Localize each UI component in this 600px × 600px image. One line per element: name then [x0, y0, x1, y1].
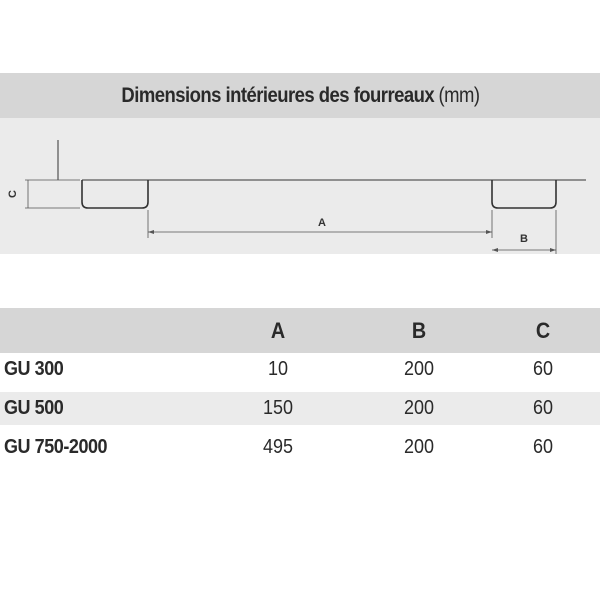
cell-b: 200 — [403, 397, 435, 419]
a-arrow-left — [148, 230, 154, 234]
diagram-svg — [0, 118, 600, 254]
left-pocket — [82, 180, 148, 208]
table-row — [0, 431, 600, 464]
label-b: B — [520, 233, 528, 245]
cell-b: 200 — [403, 358, 435, 380]
cell-a: 150 — [262, 397, 294, 419]
cell-c: 60 — [532, 397, 554, 419]
title-bar — [0, 73, 600, 118]
table-header — [0, 308, 600, 353]
column-header-a: A — [270, 317, 286, 343]
b-arrow-right — [550, 248, 556, 252]
cell-a: 10 — [267, 358, 289, 380]
label-c: C — [7, 190, 19, 198]
title-unit: (mm) — [438, 83, 480, 107]
row-name: GU 500 — [4, 397, 64, 419]
row-name: GU 750-2000 — [4, 436, 108, 458]
page-title — [121, 84, 479, 108]
a-arrow-right — [486, 230, 492, 234]
table-row — [0, 353, 600, 386]
right-pocket — [492, 180, 556, 208]
b-arrow-left — [492, 248, 498, 252]
dimension-diagram — [0, 118, 600, 254]
row-name: GU 300 — [4, 358, 64, 380]
table-row — [0, 392, 600, 425]
label-a: A — [318, 217, 326, 229]
column-header-b: B — [411, 317, 427, 343]
cell-c: 60 — [532, 436, 554, 458]
cell-a: 495 — [262, 436, 294, 458]
cell-c: 60 — [532, 358, 554, 380]
cell-b: 200 — [403, 436, 435, 458]
title-text: Dimensions intérieures des fourreaux — [120, 83, 434, 107]
column-header-c: C — [535, 317, 551, 343]
